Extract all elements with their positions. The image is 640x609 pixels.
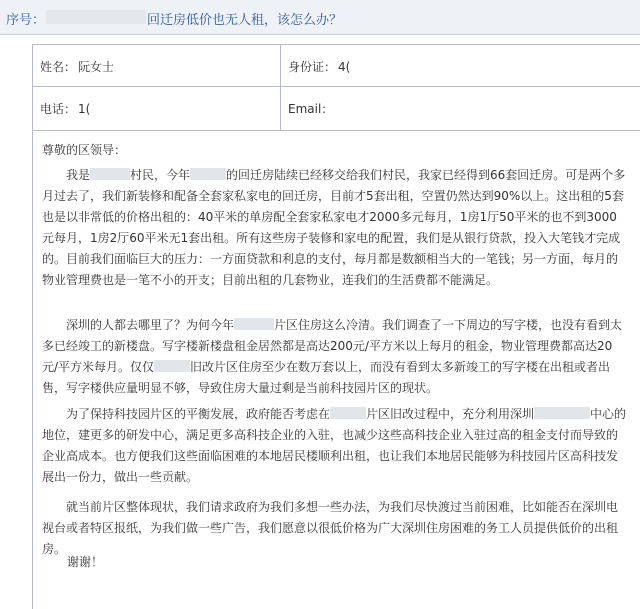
paragraph-4: 就当前片区整体现状，我们请求政府为我们多想一些办法，为我们尽快渡过当前困难，比如能否在深圳电视台或者特区报纸，为我们做一些广告，我们愿意以很低价格为广大深圳住房困难的务工人员提供低价的出租房。 xyxy=(42,500,619,556)
info-row-divider xyxy=(32,86,640,87)
p1-text-b: 村民，今年 xyxy=(130,168,191,182)
paragraph-1 xyxy=(42,165,628,291)
id-field xyxy=(288,58,350,75)
serial-label: 序号： xyxy=(6,13,46,28)
p1-text-a: 我是 xyxy=(66,168,91,182)
p3-text-c: 中心的地位，建更多的研发中心，满足更多高科技企业的入驻，也减少这些高科技企业入驻过高的租金支付而导致的企业高成本。也方便我们这些面临困难的本地居民楼顺利出租，也让我们本地居民能够为科技园片区高科技发展出一份力，做出一些贡献。 xyxy=(42,407,627,484)
id-value: 4( xyxy=(338,60,351,74)
page-title: 回迁房低价也无人租，该怎么办？ xyxy=(147,13,343,28)
redacted-village xyxy=(90,168,130,180)
p2-text-b: 片区住房这么冷清。我们调查了一下周边的写字楼，也没有看到太多已经竣工的新楼盘。写字楼新楼盘租金居然都是高达200元/平方米以上每月的租金，物业管理费都高达20元/平方米每月。仅仅 xyxy=(42,318,623,374)
id-label: 身份证： xyxy=(288,60,337,74)
paragraph-2 xyxy=(42,315,628,399)
name-label: 姓名： xyxy=(40,60,77,74)
p3-text-b: 片区旧改过程中，充分利用深圳 xyxy=(366,407,535,421)
p2-text-a: 深圳的人都去哪里了？为何今年 xyxy=(66,318,235,332)
name-field xyxy=(40,58,114,75)
paragraph-3 xyxy=(42,404,628,488)
redacted-district xyxy=(234,318,274,330)
redacted-serial xyxy=(46,10,146,24)
letter-greeting: 尊敬的区领导： xyxy=(42,143,127,157)
phone-field xyxy=(40,100,90,117)
email-label: Email： xyxy=(288,102,334,116)
phone-value: 1( xyxy=(78,102,91,116)
redacted-area xyxy=(190,168,226,180)
letter-closing: 谢谢！ xyxy=(67,555,104,569)
redacted-center-name xyxy=(534,407,590,419)
redacted-district-3 xyxy=(330,407,366,419)
p1-text-c: 的回迁房陆续已经移交给我们村民，我家已经得到66套回迁房。可是两个多月过去了，我们新装修和配备全套家私家电的回迁房，目前才5套出租，空置仍然达到90%以上。这出租的5套也是以非常低的价格出租的：40平米的单房配全套家私家电才2000多元每月，1房1厅50平米的也不到3000元每月，1房2厅60平米无1套出租。所有这些房子装修和家电的配置，我们是从银行贷款，投入大笔钱才完成的。目前我们面临巨大的压力：一方面贷款和利息的支付，每月都是数额相当大的一笔钱；另一方面，每月的物业管理费也是一笔不小的开支；目前出租的几套物业，连我们的生活费都不能满足。 xyxy=(42,168,626,287)
info-column-divider xyxy=(280,44,281,130)
name-value: 阮女士 xyxy=(78,60,115,74)
p2-text-c: 旧改片区住房至少在数万套以上，而没有看到太多新竣工的写字楼在出租或者出售，写字楼供应量明显不够，导致住房大量过剩是当前科技园片区的现状。 xyxy=(42,360,611,395)
title-bar xyxy=(0,0,640,35)
p3-text-a: 为了保持科技园片区的平衡发展，政府能否考虑在 xyxy=(66,407,331,421)
phone-label: 电话： xyxy=(40,102,77,116)
email-field xyxy=(288,100,333,117)
redacted-district-2 xyxy=(154,360,190,372)
